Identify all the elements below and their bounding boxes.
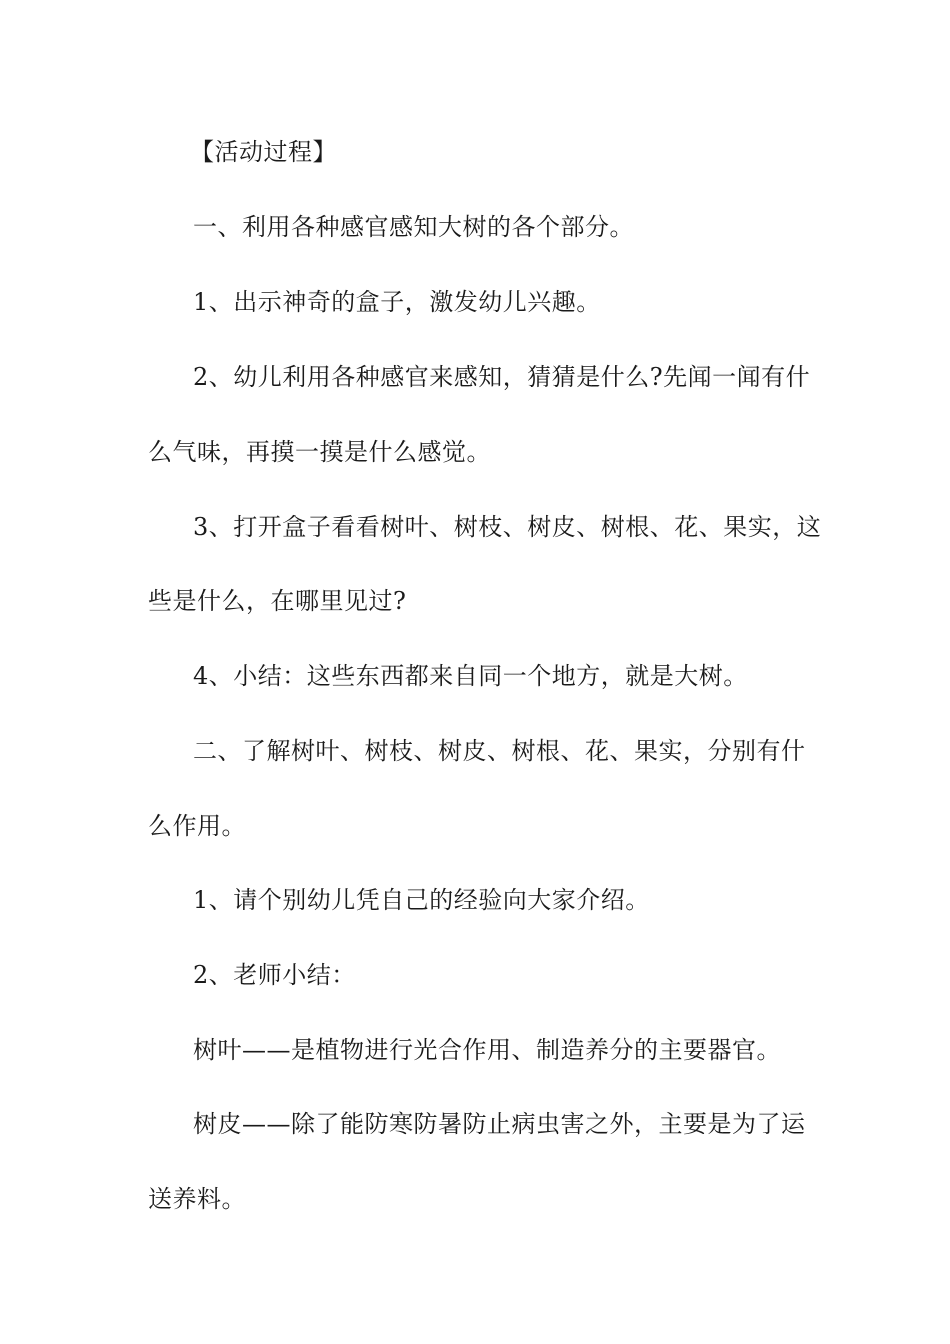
paragraph-line: 送养料。 <box>148 1185 246 1213</box>
section-heading: 【活动过程】 <box>190 138 337 166</box>
step-heading-2: 二、了解树叶、树枝、树皮、树根、花、果实，分别有什 <box>193 737 806 765</box>
paragraph-line: 2、幼儿利用各种感官来感知，猜猜是什么?先闻一闻有什 <box>193 363 811 391</box>
paragraph-line: 么气味，再摸一摸是什么感觉。 <box>148 438 491 466</box>
paragraph-line: 2、老师小结： <box>193 961 356 989</box>
paragraph-line: 4、小结：这些东西都来自同一个地方，就是大树。 <box>193 662 748 690</box>
paragraph-line: 3、打开盒子看看树叶、树枝、树皮、树根、花、果实，这 <box>193 513 822 541</box>
paragraph-line: 树皮——除了能防寒防暑防止病虫害之外，主要是为了运 <box>193 1110 806 1138</box>
paragraph-line: 1、出示神奇的盒子，激发幼儿兴趣。 <box>193 288 601 316</box>
step-heading-1: 一、利用各种感官感知大树的各个部分。 <box>193 213 634 241</box>
paragraph-line: 树叶——是植物进行光合作用、制造养分的主要器官。 <box>193 1036 781 1064</box>
paragraph-line: 1、请个别幼儿凭自己的经验向大家介绍。 <box>193 886 650 914</box>
paragraph-line: 么作用。 <box>148 812 246 840</box>
paragraph-line: 些是什么，在哪里见过? <box>148 587 407 615</box>
